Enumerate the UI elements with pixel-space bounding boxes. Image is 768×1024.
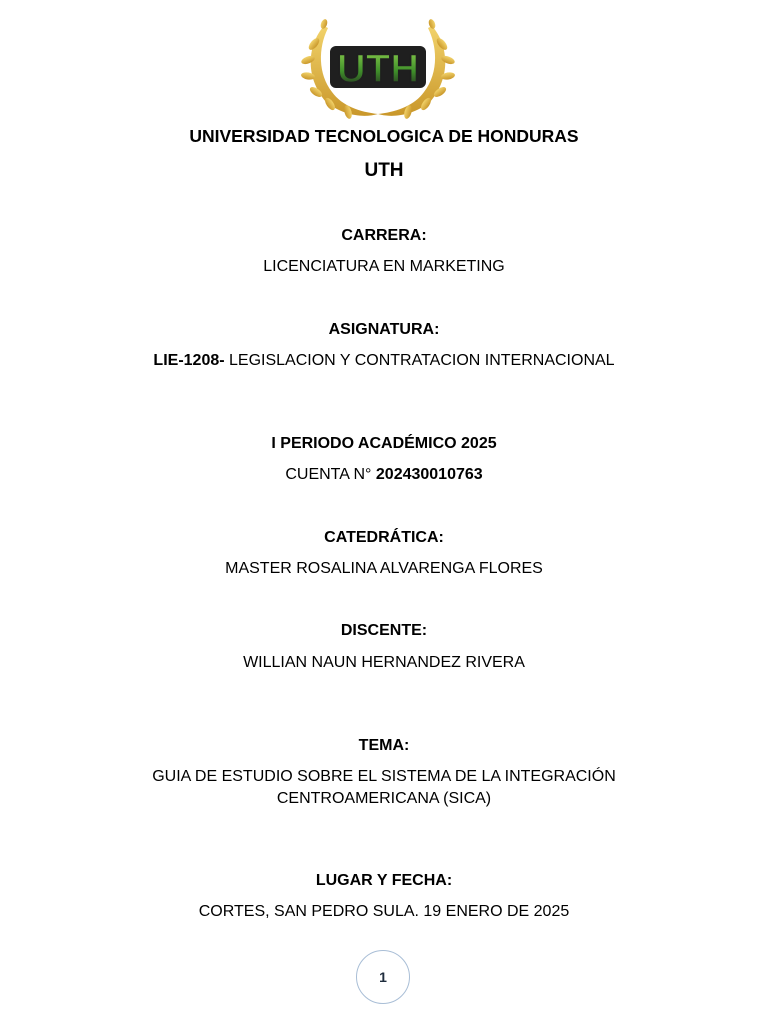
lugar-value: CORTES, SAN PEDRO SULA. 19 ENERO DE 2025 [198, 903, 570, 920]
carrera-label: CARRERA: [341, 227, 427, 244]
tema-line-1: GUIA DE ESTUDIO SOBRE EL SISTEMA DE LA INTEGRACIÓN [152, 768, 616, 785]
cuenta-number: 202430010763 [375, 466, 483, 483]
tema-label: TEMA: [358, 737, 410, 754]
carrera-value: LICENCIATURA EN MARKETING [263, 258, 505, 275]
cuenta-label: CUENTA N° [285, 466, 372, 483]
discente-value: WILLIAN NAUN HERNANDEZ RIVERA [243, 654, 525, 671]
logo-text: UTH [336, 47, 420, 91]
asignatura-label: ASIGNATURA: [328, 321, 440, 338]
page-number: 1 [356, 950, 410, 1004]
tema-line-2: CENTROAMERICANA (SICA) [276, 790, 492, 807]
catedratica-label: CATEDRÁTICA: [324, 529, 444, 546]
discente-label: DISCENTE: [340, 622, 428, 639]
course-name: LEGISLACION Y CONTRATACION INTERNACIONAL [229, 352, 615, 369]
course-code: LIE-1208- [153, 352, 225, 369]
catedratica-value: MASTER ROSALINA ALVARENGA FLORES [225, 560, 543, 577]
university-name: UNIVERSIDAD TECNOLOGICA DE HONDURAS [189, 126, 579, 146]
academic-period: I PERIODO ACADÉMICO 2025 [271, 435, 497, 452]
university-acronym: UTH [364, 160, 404, 181]
uth-logo [294, 14, 462, 122]
cuenta-line [0, 466, 768, 484]
lugar-label: LUGAR Y FECHA: [315, 872, 453, 889]
asignatura-line [0, 352, 768, 370]
